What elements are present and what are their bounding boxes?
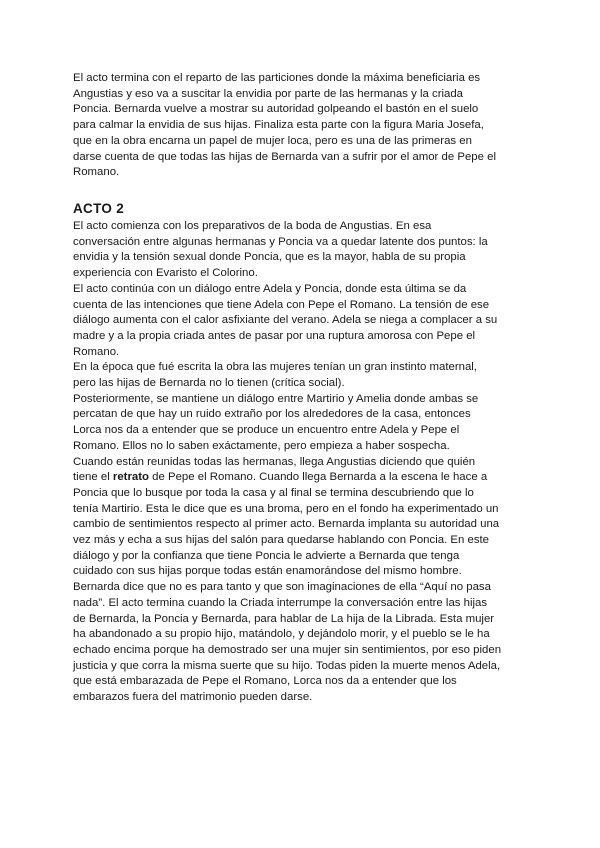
text-line: Bernarda dice que no es para tanto y que son imaginaciones de ella “Aquí no pasa <box>73 581 491 594</box>
text-line: diálogo y por la confianza que tiene Poncia le advierte a Bernarda que tenga <box>73 549 460 562</box>
text-line: cambio de sentimientos respecto al primer acto. Bernarda implanta su autoridad una <box>73 518 500 531</box>
text-line: madre y a la propia criada antes de pasar por una ruptura amorosa con Pepe el <box>73 329 476 342</box>
text-line-retrato <box>73 470 533 486</box>
text-line: Lorca nos da a entender que se produce un encuentro entre Adela y Pepe el <box>73 424 460 437</box>
text-line: envidia y la tensión sexual donde Poncia, que es la mayor, habla de su propia <box>73 251 466 264</box>
text-line: darse cuenta de que todas las hijas de Bernarda van a sufrir por el amor de Pepe el <box>73 150 496 163</box>
text-line: que está embarazada de Pepe el Romano, Lorca nos da a entender que los <box>73 675 457 688</box>
text-line: pero las hijas de Bernarda no lo tienen (crítica social). <box>73 377 345 390</box>
text-line: tenía Martirio. Esta le dice que es una broma, pero en el fondo ha experimentado un <box>73 502 499 515</box>
retrato-before: tiene el <box>73 471 113 484</box>
text-line: El acto comienza con los preparativos de la boda de Angustias. En esa <box>73 220 432 232</box>
text-line: diálogo aumenta con el calor asfixiante del verano. Adela se niega a complacer a su <box>73 314 498 327</box>
text-line: experiencia con Evaristo el Colorino. <box>73 267 258 280</box>
text-line: nada”. El acto termina cuando la Criada interrumpe la conversación entre las hijas <box>73 596 488 609</box>
text-line: Romano. <box>73 166 120 179</box>
text-line: Poncia que lo busque por toda la casa y al final se termina descubriendo que lo <box>73 486 474 499</box>
text-line: conversación entre algunas hermanas y Poncia va a quedar latente dos puntos: la <box>73 235 488 248</box>
text-line: El acto termina con el reparto de las particiones donde la máxima beneficiaria es <box>73 72 481 84</box>
text-line: Angustias y eso va a suscitar la envidia por parte de las hermanas y la criada <box>73 87 464 100</box>
intro-paragraph <box>73 71 533 181</box>
text-line: Poncia. Bernarda vuelve a mostrar su autoridad golpeando el bastón en el suelo <box>73 103 479 116</box>
text-line: percatan de que hay un ruido extraño por los alrededores de la casa, entonces <box>73 408 471 421</box>
text-line: ha abandonado a su propio hijo, matándolo, y dejándolo morir, y el pueblo se le ha <box>73 628 490 641</box>
text-line: justicia y que corra la misma suerte que su hijo. Todas piden la muerte menos Adela, <box>73 659 501 672</box>
text-line: Romano. Ellos no lo saben exáctamente, pero empieza a haber sospecha. <box>73 439 450 452</box>
text-line: echado encima porque ha demostrado ser una mujer sin sentimientos, por eso piden <box>73 643 502 656</box>
text-line: de Bernarda, la Poncia y Bernarda, para hablar de La hija de la Librada. Esta mujer <box>73 612 495 625</box>
text-line: para calmar la envidia de sus hijas. Finaliza esta parte con la figura Maria Josefa, <box>73 119 484 132</box>
text-line: que en la obra encarna un papel de mujer loca, pero es una de las primeras en <box>73 134 472 147</box>
text-line: cuenta de las intenciones que tiene Adela con Pepe el Romano. La tensión de ese <box>73 298 490 311</box>
section-heading: ACTO 2 <box>73 201 125 216</box>
text-line: cuidado con sus hijas porque todas están enamorándose del mismo hombre. <box>73 565 462 578</box>
text-line: En la época que fué escrita la obra las mujeres tenían un gran instinto maternal, <box>73 361 477 374</box>
text-line: vez más y echa a sus hijas del salón para quedarse hablando con Poncia. En este <box>73 534 490 547</box>
retrato-after: de Pepe el Romano. Cuando llega Bernarda a la escena le hace a <box>149 471 488 484</box>
text-line: embarazos fuera del matrimonio pueden darse. <box>73 691 313 704</box>
retrato-bold-word: retrato <box>112 471 149 484</box>
act-two-body <box>73 219 533 706</box>
text-line: Romano. <box>73 345 120 358</box>
text-line: Cuando están reunidas todas las hermanas, llega Angustias diciendo que quién <box>73 455 476 468</box>
text-line: Posteriormente, se mantiene un diálogo entre Martirio y Amelia donde ambas se <box>73 392 479 405</box>
text-line: El acto continúa con un diálogo entre Adela y Poncia, donde esta última se da <box>73 282 467 295</box>
